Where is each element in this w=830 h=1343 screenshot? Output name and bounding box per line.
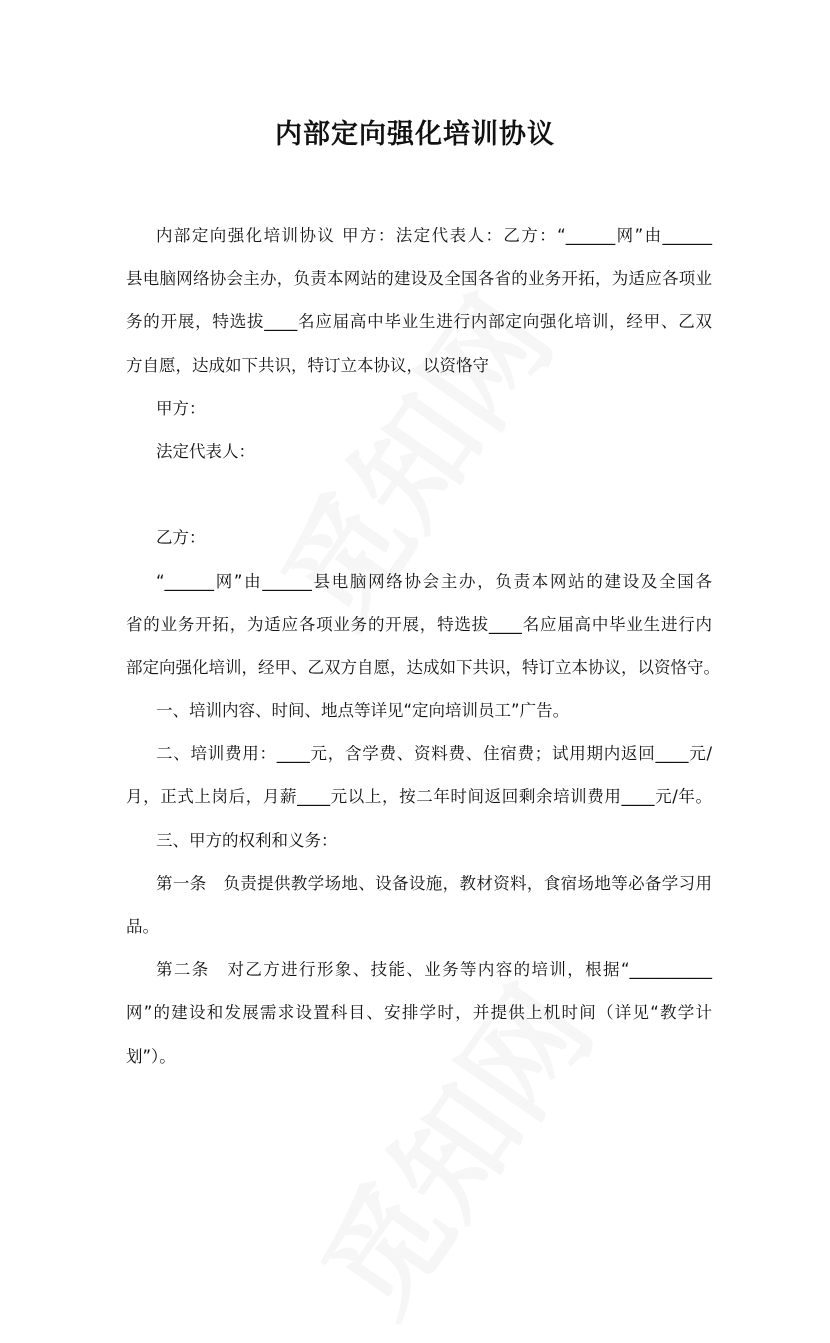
text-line: 划”）。 xyxy=(126,1046,176,1066)
text-line: “______网”由______县电脑网络协会主办，负责本网站的建设及全国各 xyxy=(156,571,712,591)
text-line: 二、培训费用：____元，含学费、资料费、住宿费；试用期内返回____元/ xyxy=(156,744,712,764)
text-line: 第一条 负责提供教学场地、设备设施，教材资料，食宿场地等必备学习用 xyxy=(156,873,712,893)
text-line: 省的业务开拓，为适应各项业务的开展，特选拔____名应届高中毕业生进行内 xyxy=(126,614,712,634)
text-line: 第二条 对乙方进行形象、技能、业务等内容的培训，根据“__________ xyxy=(156,960,712,980)
text-line: 网”的建设和发展需求设置科目、安排学时，并提供上机时间（详见“教学计 xyxy=(126,1003,712,1023)
document-body xyxy=(126,214,720,1078)
text-line: 乙方： xyxy=(156,528,206,548)
text-line: 一、培训内容、时间、地点等详见“定向培训员工”广告。 xyxy=(156,701,570,721)
text-line xyxy=(126,473,712,516)
text-line: 方自愿，达成如下共识，特订立本协议，以资恪守 xyxy=(126,355,489,375)
text-line: 月，正式上岗后，月薪____元以上，按二年时间返回剩余培训费用____元/年。 xyxy=(126,787,712,807)
document-title: 内部定向强化培训协议 xyxy=(275,119,555,150)
text-line: 品。 xyxy=(126,917,159,936)
text-line: 甲方： xyxy=(156,398,206,418)
text-line: 内部定向强化培训协议 甲方：法定代表人：乙方：“______网”由______ xyxy=(156,226,712,245)
text-line: 部定向强化培训，经甲、乙双方自愿，达成如下共识，特订立本协议，以资恪守。 xyxy=(126,657,720,677)
text-line: 县电脑网络协会主办，负责本网站的建设及全国各省的业务开拓，为适应各项业 xyxy=(126,269,712,289)
text-line: 务的开展，特选拔____名应届高中毕业生进行内部定向强化培训，经甲、乙双 xyxy=(126,312,712,332)
text-line: 三、甲方的权利和义务： xyxy=(156,830,338,850)
text-line: 法定代表人： xyxy=(156,441,255,461)
